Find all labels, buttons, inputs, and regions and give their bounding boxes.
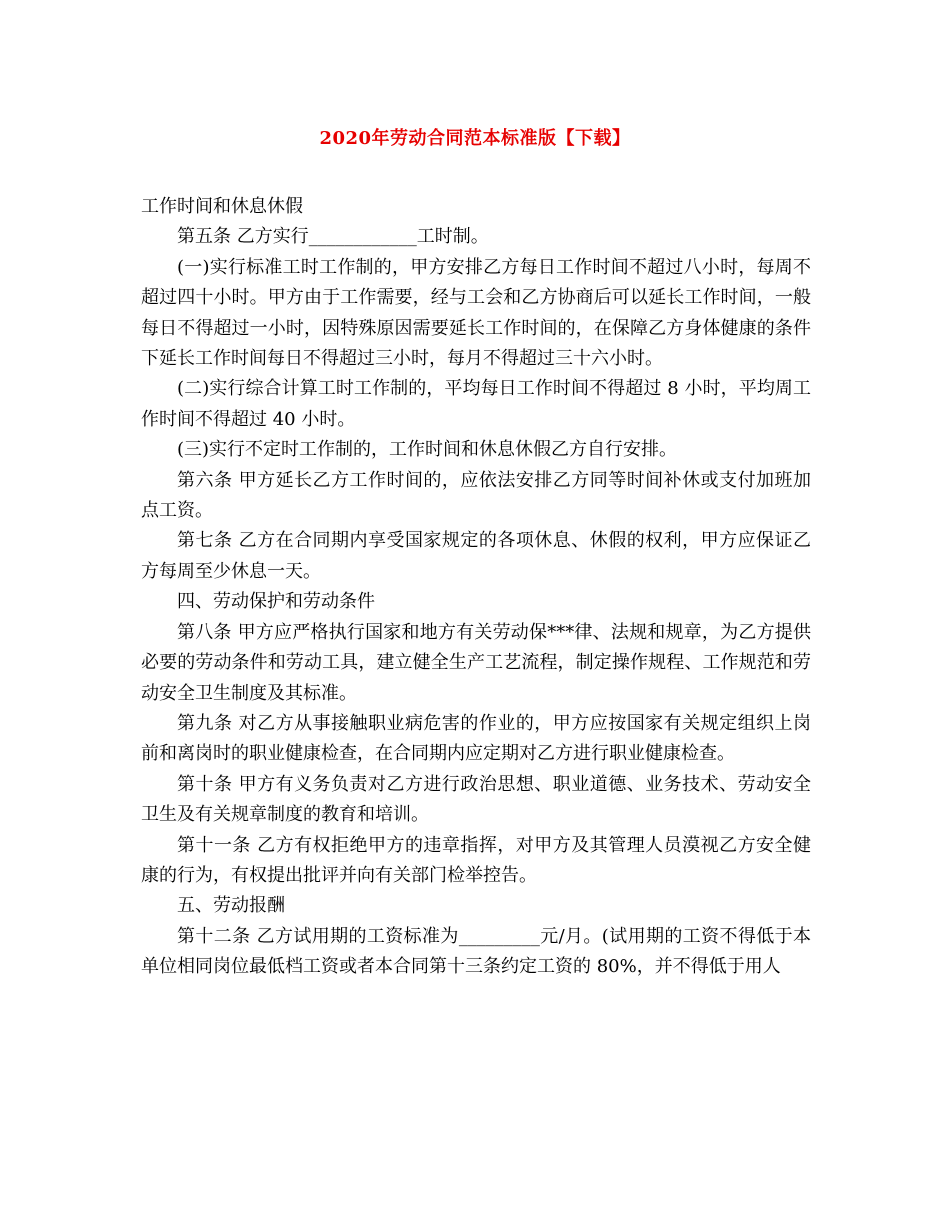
paragraph: (一)实行标准工时工作制的，甲方安排乙方每日工作时间不超过八小时，每周不超过四十小时。甲方由于工作需要，经与工会和乙方协商后可以延长工作时间，一般每日不得超过一小时，因特殊原因需要延长工作时间的，在保障乙方身体健康的条件下延长工作时间每日不得超过三小时，每月不得超过三十六小时。 xyxy=(141,256,811,370)
paragraph: 第九条 对乙方从事接触职业病危害的作业的，甲方应按国家有关规定组织上岗前和离岗时的职业健康检查，在合同期内应定期对乙方进行职业健康检查。 xyxy=(141,712,811,765)
paragraph: 第十一条 乙方有权拒绝甲方的违章指挥，对甲方及其管理人员漠视乙方安全健康的行为，有权提出批评并向有关部门检举控告。 xyxy=(141,834,811,886)
document-title: 2020年劳动合同范本标准版【下载】 xyxy=(319,128,631,149)
paragraph: (二)实行综合计算工时工作制的，平均每日工作时间不得超过 8 小时，平均周工作时间不得超过 40 小时。 xyxy=(141,378,811,430)
paragraph: (三)实行不定时工作制的，工作时间和休息休假乙方自行安排。 xyxy=(177,439,678,461)
paragraph: 第十二条 乙方试用期的工资标准为_________元/月。(试用期的工资不得低于本单位相同岗位最低档工资或者本合同第十三条约定工资的 80%，并不得低于用人 xyxy=(141,925,811,978)
paragraph: 第七条 乙方在合同期内享受国家规定的各项休息、休假的权利，甲方应保证乙方每周至少休息一天。 xyxy=(141,530,811,582)
paragraph: 五、劳动报酬 xyxy=(177,895,285,917)
paragraph: 第十条 甲方有义务负责对乙方进行政治思想、职业道德、业务技术、劳动安全卫生及有关规章制度的教育和培训。 xyxy=(141,773,811,826)
document-body xyxy=(141,192,811,983)
paragraph: 第六条 甲方延长乙方工作时间的，应依法安排乙方同等时间补休或支付加班加点工资。 xyxy=(141,469,811,522)
paragraph: 第五条 乙方实行____________工时制。 xyxy=(177,226,489,248)
paragraph: 第八条 甲方应严格执行国家和地方有关劳动保***律、法规和规章，为乙方提供必要的劳动条件和劳动工具，建立健全生产工艺流程，制定操作规程、工作规范和劳动安全卫生制度及其标准。 xyxy=(141,621,811,704)
paragraph: 四、劳动保护和劳动条件 xyxy=(177,591,375,613)
paragraph: 工作时间和休息休假 xyxy=(141,196,303,217)
